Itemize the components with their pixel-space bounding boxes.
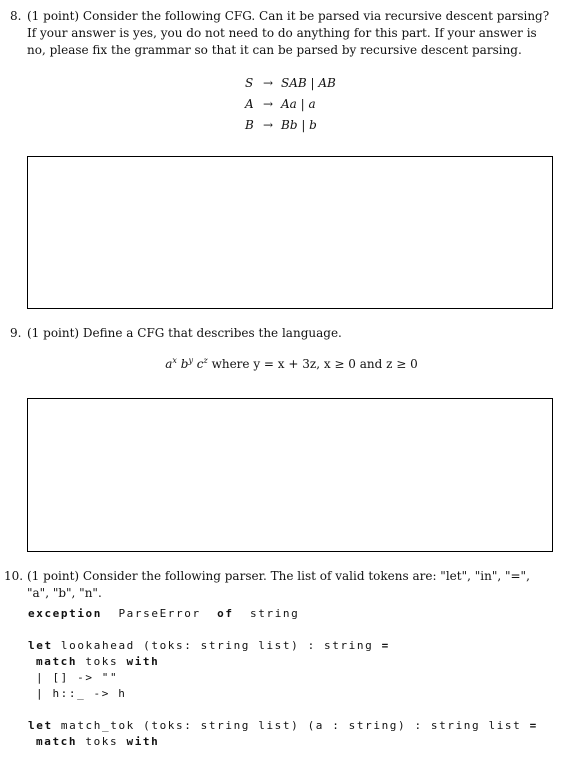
rule-lhs: A	[245, 97, 254, 111]
code-line: | [] -> ""	[36, 671, 119, 684]
code-line: match toks with	[36, 655, 160, 668]
lang-z: z	[203, 356, 208, 365]
rule-rhs: Bb | b	[281, 118, 317, 132]
arrow-icon: →	[262, 97, 274, 111]
rule-rhs: Aa | a	[281, 97, 316, 111]
code-line: exception ParseError of string	[28, 607, 300, 620]
rule-lhs: S	[245, 76, 254, 90]
rule-lhs: B	[245, 118, 254, 132]
lang-y: y	[188, 356, 193, 365]
question-text: (1 point) Consider the following parser. The list of valid tokens are: "let", "in", "=", "a", "b", "n".	[27, 569, 530, 600]
question-number: 10.	[4, 569, 24, 583]
code-line: let match_tok (toks: string list) (a : string) : string list =	[28, 719, 538, 732]
code-line: match toks with	[36, 735, 160, 748]
code-line: let lookahead (toks: string list) : string =	[28, 639, 390, 652]
code-keyword: let	[28, 639, 53, 652]
code-keyword: match	[36, 735, 78, 748]
lang-c: c	[196, 357, 204, 371]
lang-x: x	[172, 356, 177, 365]
lang-condition: where y = x + 3z, x ≥ 0 and z ≥ 0	[207, 357, 418, 371]
language-definition	[0, 356, 583, 371]
lang-a: a	[165, 357, 173, 371]
question-text: (1 point) Define a CFG that describes the language.	[27, 326, 342, 340]
rule-rhs: SAB | AB	[281, 76, 336, 90]
code-keyword: match	[36, 655, 78, 668]
lang-b: b	[180, 357, 189, 371]
code-keyword: exception	[28, 607, 103, 620]
question-number: 9.	[10, 326, 22, 340]
question-text: (1 point) Consider the following CFG. Can it be parsed via recursive descent parsing? If your answer is yes, you do not need to do anything for this part. If your answer is no, please fix the grammar so that it can be parsed by recursive descent parsing.	[27, 9, 550, 57]
arrow-icon: →	[262, 76, 274, 90]
grammar-rule	[245, 115, 336, 136]
grammar-rule	[245, 73, 336, 94]
code-line: | h::_ -> h	[36, 687, 127, 700]
code-keyword: let	[28, 719, 53, 732]
grammar	[245, 73, 336, 136]
grammar-rule	[245, 94, 336, 115]
arrow-icon: →	[262, 118, 274, 132]
answer-box-q8[interactable]	[27, 156, 553, 309]
question-number: 8.	[10, 9, 22, 23]
answer-box-q9[interactable]	[27, 398, 553, 552]
